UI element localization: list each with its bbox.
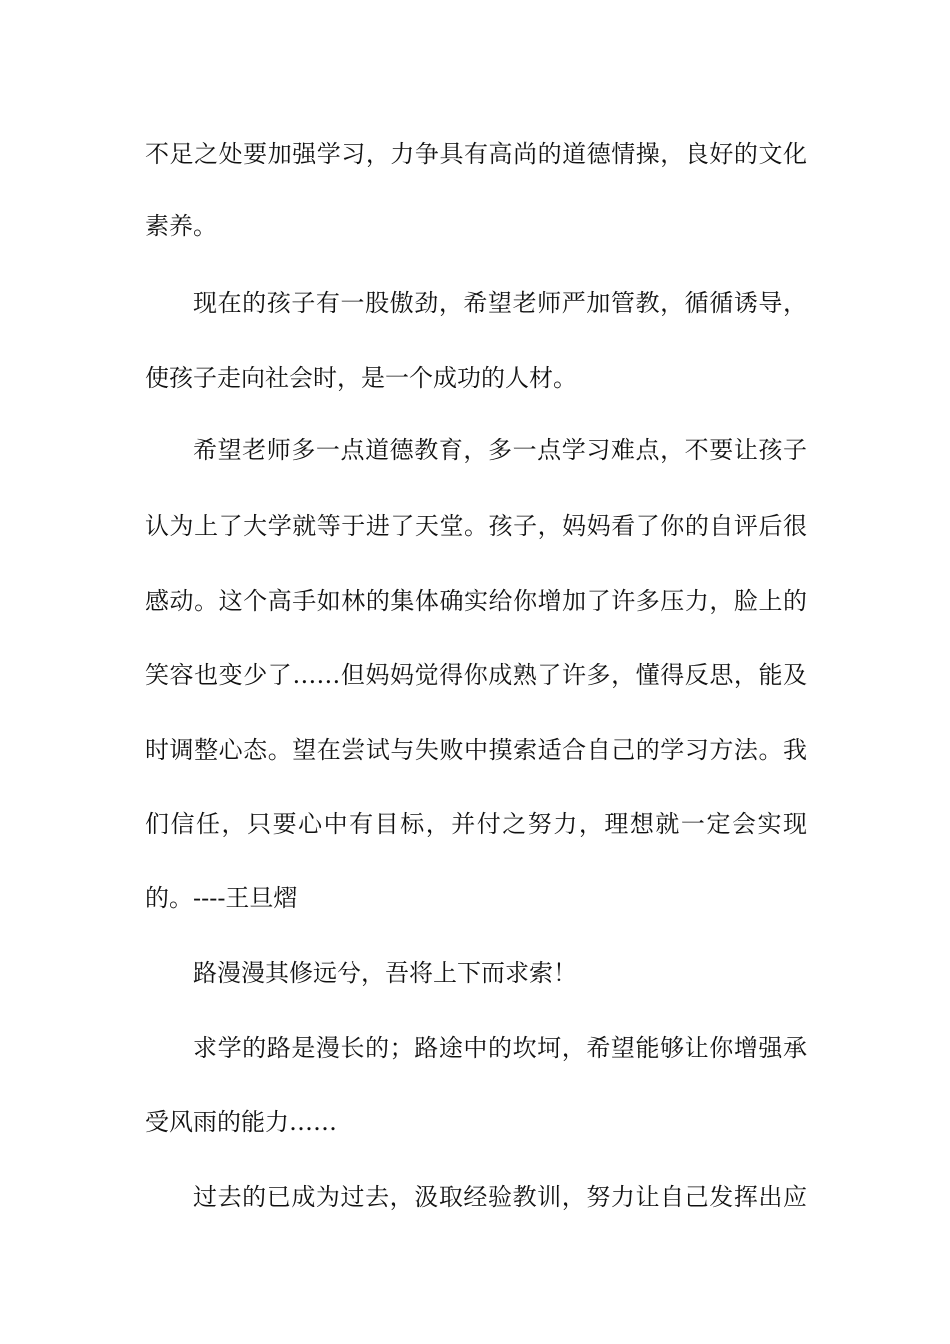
text-line: 认为上了大学就等于进了天堂。孩子，妈妈看了你的自评后很 xyxy=(145,512,807,540)
text-line: 路漫漫其修远兮，吾将上下而求索！ xyxy=(193,959,577,987)
text-line: 感动。这个高手如林的集体确实给你增加了许多压力，脸上的 xyxy=(145,587,807,615)
text-line: 时调整心态。望在尝试与失败中摸索适合自己的学习方法。我 xyxy=(145,736,807,764)
text-line: 受风雨的能力…… xyxy=(145,1108,337,1136)
text-line: 笑容也变少了……但妈妈觉得你成熟了许多，懂得反思，能及 xyxy=(145,661,807,689)
text-line: 希望老师多一点道德教育，多一点学习难点，不要让孩子 xyxy=(193,436,807,464)
text-line: 求学的路是漫长的；路途中的坎坷，希望能够让你增强承 xyxy=(193,1034,807,1062)
text-line: 不足之处要加强学习，力争具有高尚的道德情操，良好的文化 xyxy=(145,140,807,168)
text-line: 的。----王旦熠 xyxy=(145,884,298,912)
text-line: 们信任，只要心中有目标，并付之努力，理想就一定会实现 xyxy=(145,810,807,838)
text-line: 使孩子走向社会时，是一个成功的人材。 xyxy=(145,364,577,392)
text-line: 现在的孩子有一股傲劲，希望老师严加管教，循循诱导， xyxy=(193,289,807,317)
text-line: 过去的已成为过去，汲取经验教训，努力让自己发挥出应 xyxy=(193,1183,807,1211)
text-line: 素养。 xyxy=(145,212,217,240)
